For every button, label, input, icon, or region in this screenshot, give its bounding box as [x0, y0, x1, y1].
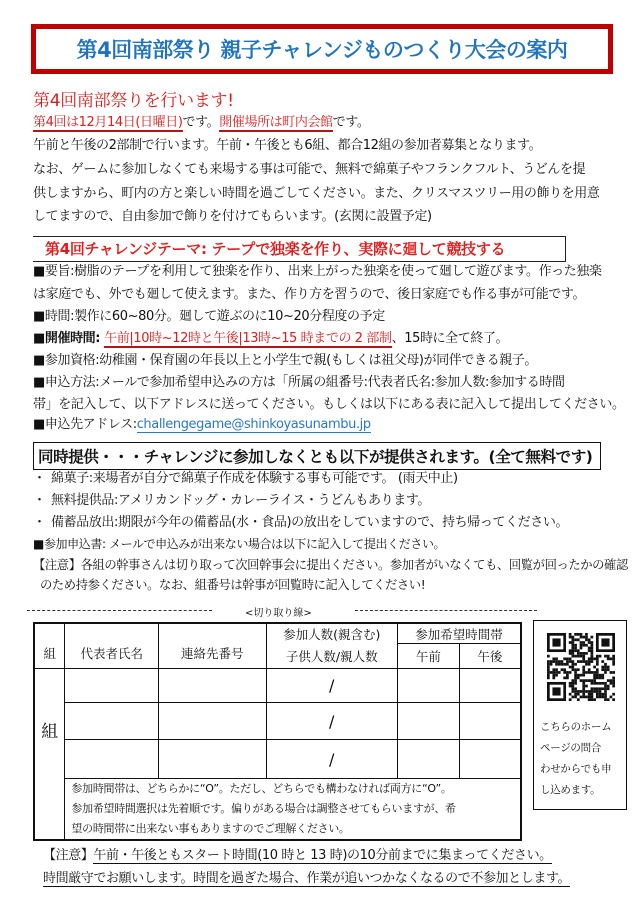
page-title: 第4回南部祭り 親子チャレンジものつくり大会の案内	[76, 38, 568, 62]
method-line: ■申込方法:メールで参加希望申込みの方は「所属の組番号:代表者氏名:参加人数:参加する時間	[33, 375, 565, 390]
item-text: 備蓄品放出:期限が今年の備蓄品(水・食品)の放出をしていますので、持ち帰ってください。	[51, 515, 569, 530]
qr-caption-line: し込めます。	[540, 784, 601, 796]
intro-line: なお、ゲームに参加しなくても来場する事は可能で、無料で綿菓子やフランクフルト、うどんを提	[33, 162, 586, 177]
cut-line-left	[27, 610, 212, 611]
footer-line	[43, 868, 570, 890]
slash: /	[329, 711, 335, 731]
qr-caption-line: わせからでも申	[540, 763, 612, 775]
title-banner	[31, 24, 613, 74]
slash: /	[329, 749, 335, 769]
qr-caption	[540, 717, 611, 801]
intro-line: してますので、自由参加で飾りを付けてもらいます。(玄関に設置予定)	[33, 209, 432, 224]
purpose-line: は家庭でも、外でも廻して使えます。また、作り方を習うので、後日家庭でも作る事が可能です。	[33, 287, 586, 302]
footer-text: 午前・午後ともスタート時間(10 時と 13 時)の10分前までに集まってください。	[93, 848, 552, 863]
form-note-line: 望の時間帯に出来ない事もありますのでご理解ください。	[71, 822, 350, 835]
count-cell[interactable]	[266, 669, 397, 703]
address-line	[33, 414, 371, 436]
qr-caption-line: こちらのホーム	[540, 721, 612, 733]
pm-cell[interactable]	[459, 669, 521, 703]
pm-cell[interactable]	[459, 740, 521, 779]
phone-cell[interactable]	[159, 703, 267, 740]
header-group: 組	[34, 623, 65, 669]
method-line: 帯」を記入して、以下アドレスに送ってください。もしくは以下にある表に記入して提出してください。	[33, 397, 625, 412]
header-pm: 午後	[459, 644, 521, 669]
intro-line: 午前と午後の2部制で行います。午前・午後とも6組、都合12組の参加者募集となります。	[33, 138, 542, 153]
provided-item: ・ 綿菓子:来場者が自分で綿菓子作成を体験する事も可能です。 (雨天中止)	[33, 471, 458, 486]
item-text: 無料提供品:アメリカンドッグ・カレーライス・うどんもあります。	[51, 493, 430, 508]
footer-text: 時間厳守でお願いします。時間を過ぎた場合、作業が追いつかなくなるので不参加とします。	[43, 871, 571, 886]
header-am: 午前	[397, 644, 459, 669]
event-date: 第4回は12月14日(日曜日)	[33, 115, 183, 130]
count-cell[interactable]	[266, 703, 397, 740]
group-label: 組	[41, 722, 59, 742]
footer-prefix: 【注意】	[43, 848, 94, 863]
phone-cell[interactable]	[159, 669, 267, 703]
item-text: 綿菓子:来場者が自分で綿菓子作成を体験する事も可能です。 (雨天中止)	[51, 471, 458, 486]
name-cell[interactable]	[65, 703, 159, 740]
name-cell[interactable]	[65, 740, 159, 779]
group-number-cell[interactable]	[34, 669, 65, 841]
theme-box	[33, 236, 566, 262]
text: です。	[182, 115, 220, 130]
form-note: ■参加申込書: メールで申込みが出来ない場合は以下に記入して提出ください。	[33, 537, 446, 551]
provided-item: ・ 備蓄品放出:期限が今年の備蓄品(水・食品)の放出をしていますので、持ち帰ってください。	[33, 515, 569, 530]
text: です。	[332, 115, 370, 130]
header-time-slot: 参加希望時間帯	[397, 623, 521, 644]
phone-cell[interactable]	[159, 740, 267, 779]
hours-line	[33, 328, 508, 350]
header-count-bottom: 子供人数/親人数	[285, 649, 378, 664]
time-line: ■時間:製作に60~80分。廻して遊ぶのに10~20分程度の予定	[33, 309, 385, 324]
header-count-top: 参加人数(親含む)	[283, 627, 381, 642]
am-cell[interactable]	[397, 740, 459, 779]
form-note-line: 参加希望時間選択は先着順です。偏りがある場合は調整させてもらいますが、希	[71, 802, 456, 815]
name-cell[interactable]	[65, 669, 159, 703]
qr-caption-line: ページの問合	[540, 742, 601, 754]
intro-heading: 第4回南部祭りを行います!	[33, 91, 234, 111]
qr-box	[533, 620, 627, 810]
caution-line: 【注意】各組の幹事さんは切り取って次回幹事会に提出ください。参加者がいなくても、回覧が回ったかの確認	[33, 558, 628, 572]
footer-line	[43, 845, 552, 867]
provided-heading: 同時提供・・・チャレンジに参加しなくとも以下が提供されます。(全て無料です)	[38, 448, 593, 466]
eligibility-line: ■参加資格:幼稚園・保育園の年長以上と小学生で親(もしくは祖父母)が同伴できる親子。	[33, 353, 538, 368]
cut-line-right	[355, 610, 537, 611]
am-cell[interactable]	[397, 703, 459, 740]
header-name: 代表者氏名	[65, 623, 159, 669]
cut-line-label: <切り取り線>	[245, 608, 312, 619]
count-cell[interactable]	[266, 740, 397, 779]
slash: /	[329, 676, 335, 695]
caution-line: のため持参ください。なお、組番号は幹事が回覧時に記入してください!	[40, 578, 426, 592]
intro-date-line	[33, 112, 369, 134]
application-form-table	[33, 622, 522, 841]
provided-item: ・ 無料提供品:アメリカンドッグ・カレーライス・うどんもあります。	[33, 493, 430, 508]
form-note-line: 参加時間帯は、どちらかに“O”。ただし、どちらでも構わなければ両方に“O”。	[71, 782, 452, 795]
pm-cell[interactable]	[459, 703, 521, 740]
qr-code-icon[interactable]	[547, 633, 615, 701]
form-notes	[65, 779, 521, 841]
header-count	[266, 623, 397, 669]
hours-value: 午前|10時~12時と午後|13時~15 時までの 2 部制	[104, 331, 392, 346]
hours-label: ■開催時間:	[33, 331, 105, 346]
address-label: ■申込先アドレス:	[33, 417, 137, 432]
theme-heading: 第4回チャレンジテーマ: テープで独楽を作り、実際に廻して競技する	[45, 240, 506, 258]
email-link[interactable]: challengegame@shinkoyasunambu.jp	[136, 417, 371, 432]
intro-line: 供しますから、町内の方と楽しい時間を過ごしてください。また、クリスマスツリー用の飾りを用意	[33, 186, 600, 201]
event-place: 開催場所は町内会館	[219, 115, 333, 130]
text: 、15時に全て終了。	[391, 331, 509, 346]
provided-box	[33, 442, 601, 470]
am-cell[interactable]	[397, 669, 459, 703]
purpose-line: ■要旨:樹脂のテープを利用して独楽を作り、出来上がった独楽を使って廻して遊びます。作った独楽	[33, 264, 602, 279]
header-phone: 連絡先番号	[159, 623, 267, 669]
